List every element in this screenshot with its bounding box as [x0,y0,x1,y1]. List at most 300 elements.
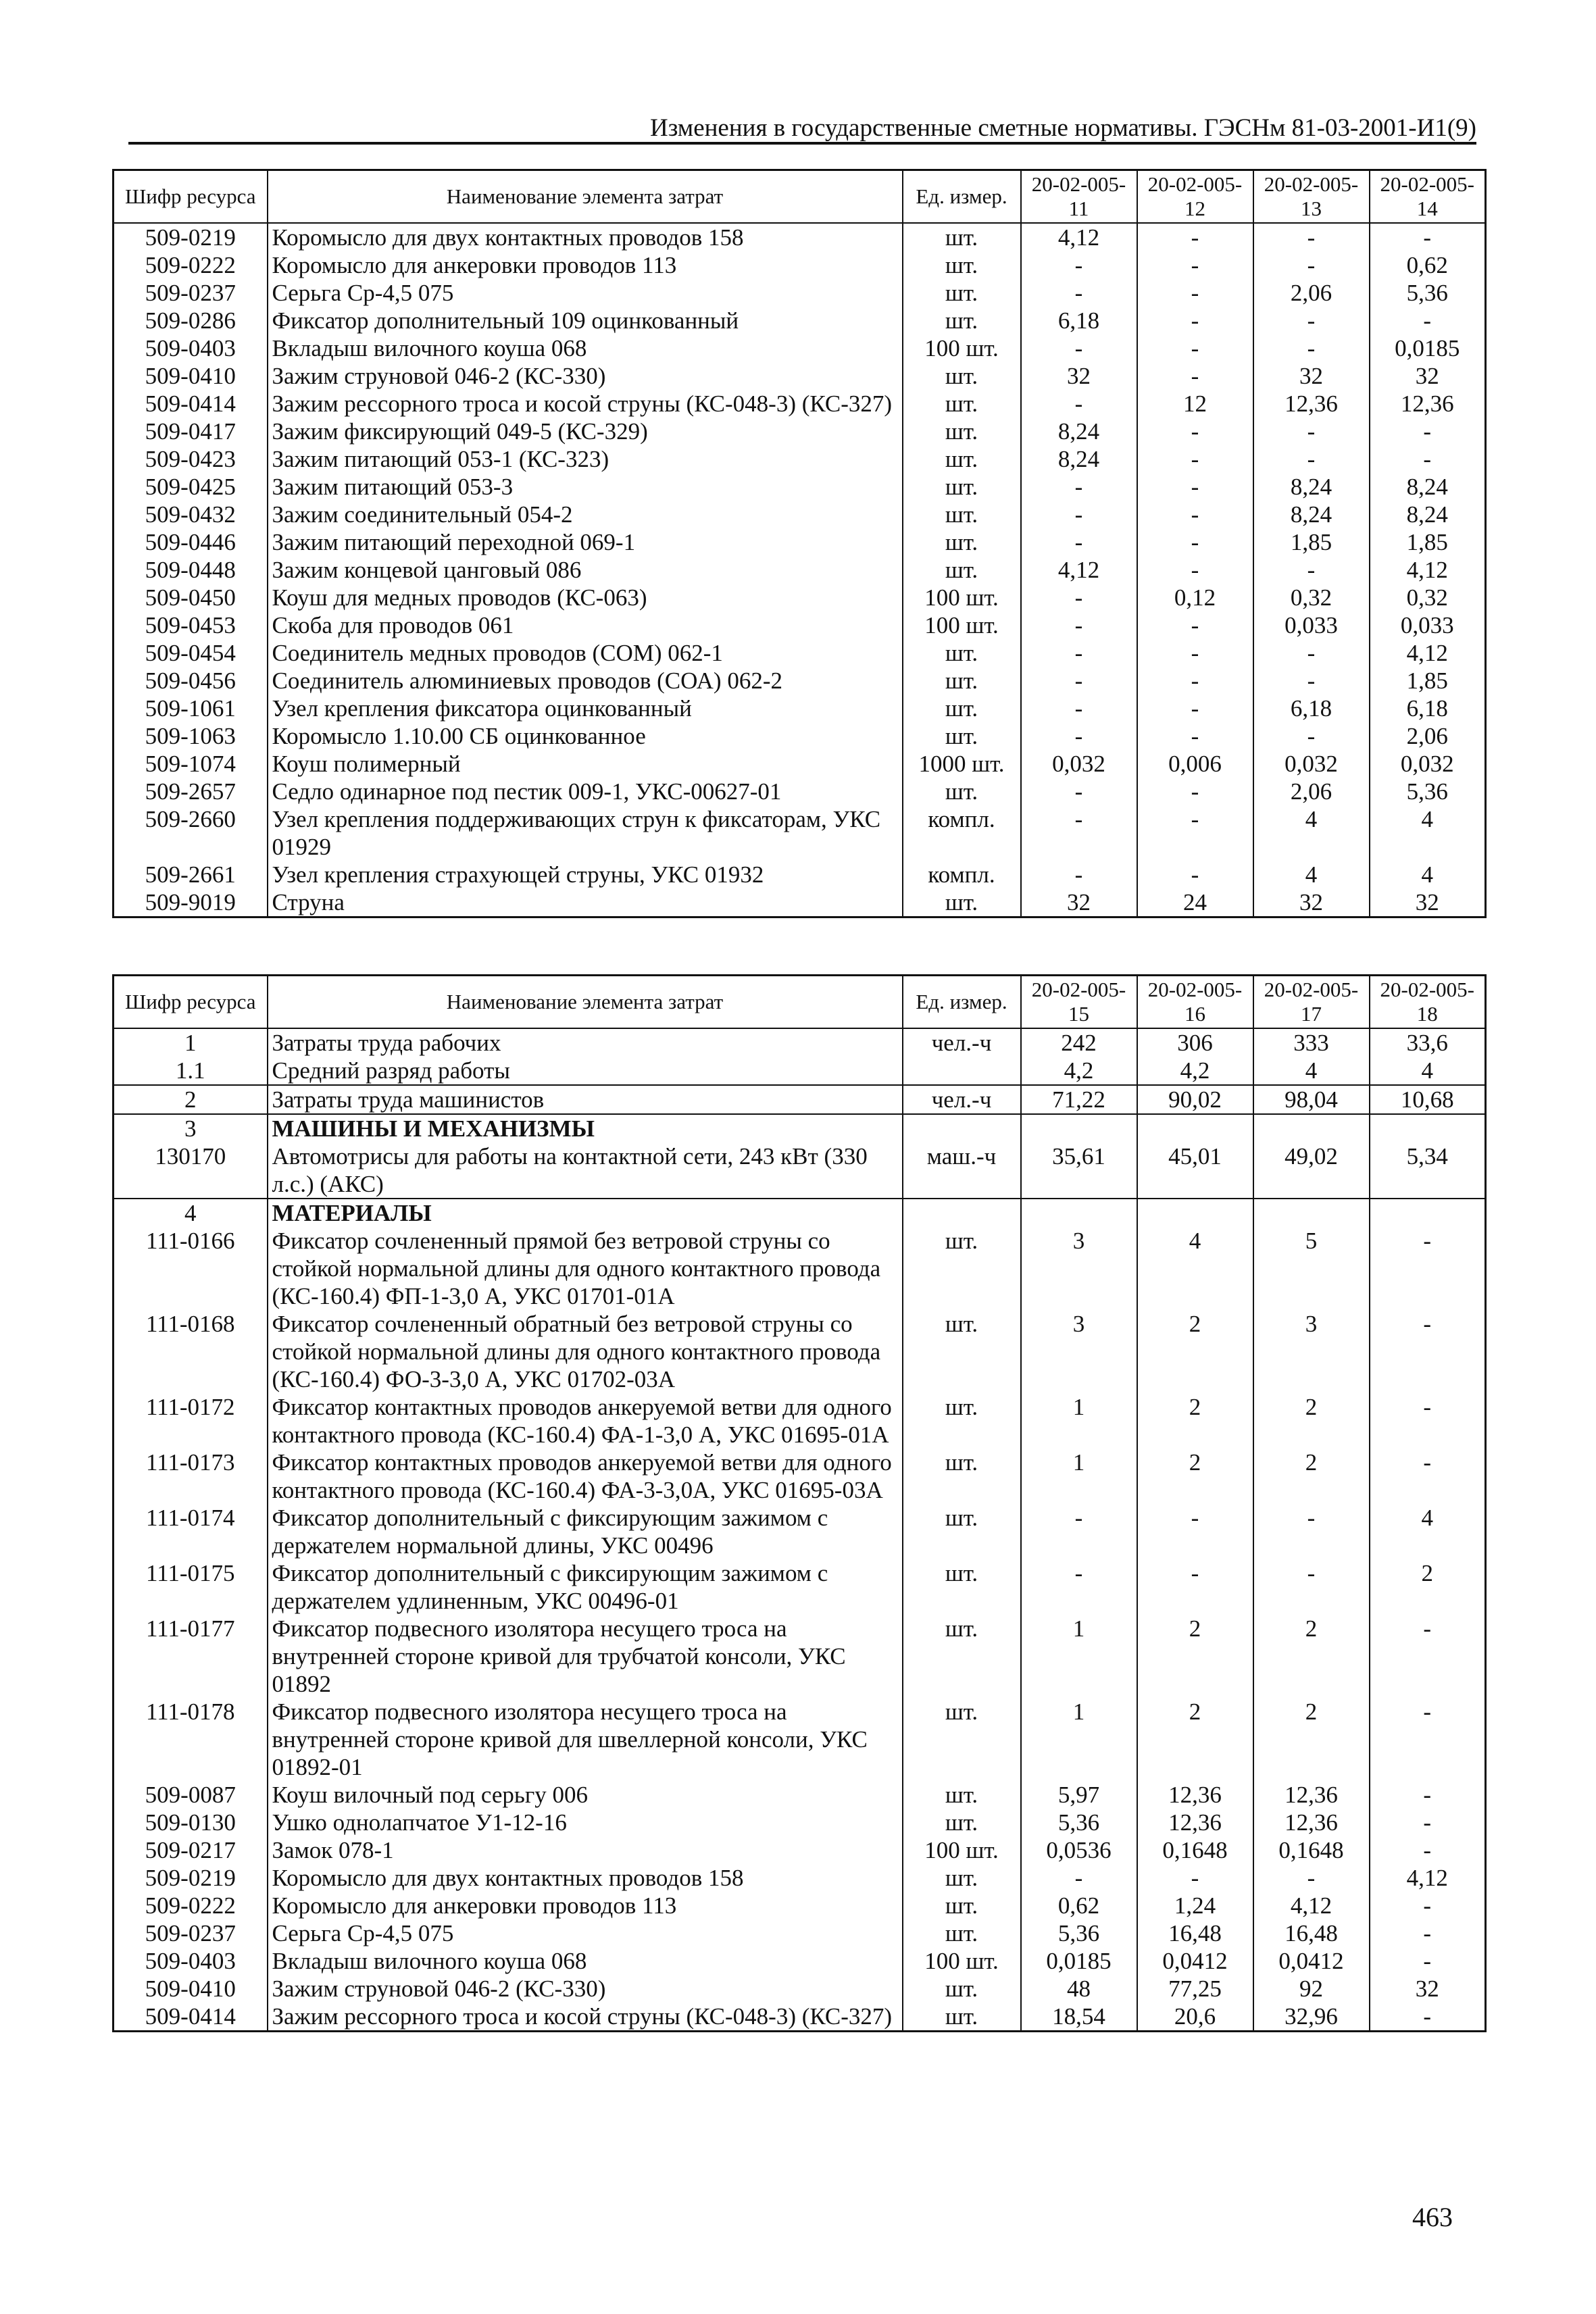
unit-of-measure: чел.-ч [903,1028,1021,1057]
norm-value-1: - [1021,473,1137,501]
norm-value-4: - [1370,1449,1486,1504]
norm-value-3: - [1253,1864,1370,1892]
cost-element-name: МАТЕРИАЛЫ [268,1199,903,1227]
norm-value-3: 0,1648 [1253,1836,1370,1864]
norm-value-4: 32 [1370,362,1486,390]
cost-element-name: Узел крепления фиксатора оцинкованный [268,695,903,722]
unit-of-measure: шт. [903,667,1021,695]
norm-value-3: - [1253,1559,1370,1615]
cost-element-name: Соединитель медных проводов (СОМ) 062-1 [268,639,903,667]
norm-value-4: 4 [1370,1057,1486,1085]
norm-value-4: 4 [1370,861,1486,888]
norm-value-4: - [1370,223,1486,251]
norm-value-2: 24 [1137,888,1253,917]
unit-of-measure: шт. [903,1615,1021,1698]
norm-value-4: 4,12 [1370,1864,1486,1892]
table-row [114,1057,1486,1085]
table-row [114,1504,1486,1559]
table-row [114,778,1486,805]
norm-value-2: 16,48 [1137,1919,1253,1947]
table-row [114,501,1486,528]
unit-of-measure: шт. [903,501,1021,528]
unit-of-measure: шт. [903,473,1021,501]
norm-value-2: 2 [1137,1449,1253,1504]
norm-value-4: - [1370,1947,1486,1975]
resource-code: 509-0130 [114,1809,268,1836]
table-row [114,1698,1486,1781]
norm-value-3: 2 [1253,1615,1370,1698]
norm-value-4: 1,85 [1370,667,1486,695]
norm-value-4: - [1370,445,1486,473]
column-header-c4: 20-02-005-14 [1370,170,1486,224]
norm-value-4: 4,12 [1370,639,1486,667]
resource-code: 509-0410 [114,1975,268,2003]
unit-of-measure: 100 шт. [903,1947,1021,1975]
norm-value-2: - [1137,528,1253,556]
resource-code: 509-0432 [114,501,268,528]
resource-code: 130170 [114,1142,268,1199]
column-header-c2: 20-02-005-16 [1137,976,1253,1029]
norm-value-3: 3 [1253,1310,1370,1393]
norm-value-1: 5,36 [1021,1809,1137,1836]
norm-value-4 [1370,1199,1486,1227]
unit-of-measure: шт. [903,390,1021,418]
norm-value-2: - [1137,805,1253,861]
norm-value-4: - [1370,1227,1486,1310]
unit-of-measure: 100 шт. [903,1836,1021,1864]
cost-element-name: Ушко однолапчатое У1-12-16 [268,1809,903,1836]
resource-code: 509-2660 [114,805,268,861]
resource-code: 509-0286 [114,307,268,334]
norm-value-1: 35,61 [1021,1142,1137,1199]
cost-element-name: Фиксатор контактных проводов анкеруемой ветви для одного контактного провода (КС-160.4) ФА-3-3,0А, УКС 01695-03А [268,1449,903,1504]
norm-value-1: 3 [1021,1227,1137,1310]
resource-code: 509-0450 [114,584,268,611]
resource-code: 509-0219 [114,1864,268,1892]
column-header-c3: 20-02-005-17 [1253,976,1370,1029]
norm-value-2: - [1137,861,1253,888]
norm-value-3: 4 [1253,861,1370,888]
table-row [114,556,1486,584]
resource-code: 509-0417 [114,418,268,445]
resource-code: 509-0219 [114,223,268,251]
norm-value-4 [1370,1114,1486,1142]
cost-element-name: Зажим концевой цанговый 086 [268,556,903,584]
unit-of-measure: шт. [903,445,1021,473]
cost-element-name: Фиксатор сочлененный прямой без ветровой струны со стойкой нормальной длины для одного контактного провода (КС-160.4) ФП-1-3,0 А, УКС 01701-01А [268,1227,903,1310]
norm-value-1: - [1021,861,1137,888]
unit-of-measure: шт. [903,695,1021,722]
norm-value-4: - [1370,418,1486,445]
norm-value-2: - [1137,334,1253,362]
norm-value-4: 12,36 [1370,390,1486,418]
norm-value-3: - [1253,722,1370,750]
norm-value-3: - [1253,307,1370,334]
unit-of-measure: шт. [903,556,1021,584]
norm-value-1: - [1021,528,1137,556]
resource-code: 509-0217 [114,1836,268,1864]
unit-of-measure: шт. [903,778,1021,805]
table-row [114,1227,1486,1310]
table-row [114,1310,1486,1393]
resource-code: 111-0178 [114,1698,268,1781]
resource-code: 509-0222 [114,251,268,279]
norm-value-1: 6,18 [1021,307,1137,334]
norm-value-2: - [1137,501,1253,528]
table-row [114,611,1486,639]
norm-value-1: - [1021,251,1137,279]
norm-value-3: 0,32 [1253,584,1370,611]
norm-value-4: - [1370,1615,1486,1698]
table-row [114,279,1486,307]
norm-value-3: 2 [1253,1449,1370,1504]
norm-value-2: - [1137,223,1253,251]
norm-value-3: 2,06 [1253,778,1370,805]
norm-value-3: 32,96 [1253,2003,1370,2032]
table-row [114,473,1486,501]
cost-element-name: Замок 078-1 [268,1836,903,1864]
norm-value-4: - [1370,1892,1486,1919]
norm-value-3: 0,033 [1253,611,1370,639]
column-header-c4: 20-02-005-18 [1370,976,1486,1029]
norm-value-1: 4,12 [1021,223,1137,251]
resource-code: 509-2657 [114,778,268,805]
table-row [114,1809,1486,1836]
norm-value-4: - [1370,307,1486,334]
header-divider [128,142,1476,145]
resource-code: 509-0414 [114,390,268,418]
norm-value-4: 33,6 [1370,1028,1486,1057]
norm-value-3: - [1253,639,1370,667]
norm-value-3: 92 [1253,1975,1370,2003]
norm-value-1: 1 [1021,1449,1137,1504]
table-row [114,307,1486,334]
cost-element-name: Вкладыш вилочного коуша 068 [268,1947,903,1975]
resource-code: 111-0172 [114,1393,268,1449]
norm-value-1: - [1021,611,1137,639]
norm-value-2: 90,02 [1137,1085,1253,1114]
norm-value-1: - [1021,390,1137,418]
norm-value-2: - [1137,695,1253,722]
table-body [114,1028,1486,2032]
norm-value-2: - [1137,722,1253,750]
column-header-unit: Ед. измер. [903,170,1021,224]
norm-value-3: 12,36 [1253,1781,1370,1809]
resource-code: 509-0403 [114,1947,268,1975]
norm-value-3: 8,24 [1253,473,1370,501]
unit-of-measure: шт. [903,1864,1021,1892]
table-row [114,1615,1486,1698]
norm-value-2: 2 [1137,1310,1253,1393]
table-row [114,223,1486,251]
cost-element-name: Автомотрисы для работы на контактной сети, 243 кВт (330 л.с.) (АКС) [268,1142,903,1199]
resource-code: 1 [114,1028,268,1057]
cost-element-name: Фиксатор подвесного изолятора несущего троса на внутренней стороне кривой для трубчатой консоли, УКС 01892 [268,1615,903,1698]
norm-value-1: 5,36 [1021,1919,1137,1947]
norm-value-4: - [1370,1393,1486,1449]
norm-value-1: 32 [1021,362,1137,390]
cost-element-name: Фиксатор дополнительный с фиксирующим зажимом с держателем удлиненным, УКС 00496-01 [268,1559,903,1615]
norm-value-1: - [1021,334,1137,362]
norm-value-3: 16,48 [1253,1919,1370,1947]
resource-code: 111-0173 [114,1449,268,1504]
norm-value-4: 8,24 [1370,501,1486,528]
column-header-c2: 20-02-005-12 [1137,170,1253,224]
resource-code: 509-0087 [114,1781,268,1809]
norm-value-2: - [1137,307,1253,334]
table-row [114,1449,1486,1504]
resource-code: 509-0237 [114,1919,268,1947]
table-header-row [114,976,1486,1029]
norm-value-3: - [1253,667,1370,695]
resource-code: 509-0414 [114,2003,268,2032]
norm-value-1: - [1021,778,1137,805]
norm-value-1: 8,24 [1021,445,1137,473]
cost-element-name: Зажим питающий 053-3 [268,473,903,501]
table-row [114,750,1486,778]
norm-value-3: 12,36 [1253,1809,1370,1836]
norm-value-2: 306 [1137,1028,1253,1057]
norm-value-1: 8,24 [1021,418,1137,445]
norm-value-2: 2 [1137,1393,1253,1449]
column-header-code: Шифр ресурса [114,976,268,1029]
norm-value-3: 98,04 [1253,1085,1370,1114]
cost-element-name: Коромысло для двух контактных проводов 158 [268,223,903,251]
norm-value-4: 8,24 [1370,473,1486,501]
norm-value-3: - [1253,251,1370,279]
norm-value-1 [1021,1199,1137,1227]
unit-of-measure: шт. [903,2003,1021,2032]
cost-table-2 [112,974,1487,2032]
norm-value-4: 0,62 [1370,251,1486,279]
unit-of-measure: шт. [903,1975,1021,2003]
norm-value-3: - [1253,418,1370,445]
norm-value-2: 12,36 [1137,1781,1253,1809]
norm-value-3: - [1253,223,1370,251]
table-row [114,1028,1486,1057]
cost-element-name: Средний разряд работы [268,1057,903,1085]
norm-value-3: 2,06 [1253,279,1370,307]
norm-value-3: 4 [1253,805,1370,861]
norm-value-2: 1,24 [1137,1892,1253,1919]
norm-value-3: 49,02 [1253,1142,1370,1199]
table-row [114,1114,1486,1142]
norm-value-4: 32 [1370,888,1486,917]
norm-value-3 [1253,1114,1370,1142]
resource-code: 3 [114,1114,268,1142]
norm-value-2: 20,6 [1137,2003,1253,2032]
table-row [114,362,1486,390]
unit-of-measure: шт. [903,279,1021,307]
norm-value-3: 32 [1253,888,1370,917]
norm-value-4: - [1370,1698,1486,1781]
column-header-c1: 20-02-005-11 [1021,170,1137,224]
norm-value-2: - [1137,556,1253,584]
table-row [114,445,1486,473]
norm-value-4: 2,06 [1370,722,1486,750]
resource-code: 509-0446 [114,528,268,556]
norm-value-4: - [1370,1919,1486,1947]
unit-of-measure: компл. [903,805,1021,861]
resource-code: 111-0177 [114,1615,268,1698]
table-row [114,667,1486,695]
norm-value-3: 6,18 [1253,695,1370,722]
resource-code: 509-0410 [114,362,268,390]
norm-value-3: 12,36 [1253,390,1370,418]
unit-of-measure: шт. [903,223,1021,251]
resource-code: 509-0403 [114,334,268,362]
norm-value-4: 6,18 [1370,695,1486,722]
cost-element-name: Струна [268,888,903,917]
unit-of-measure: шт. [903,1698,1021,1781]
table-row [114,639,1486,667]
norm-value-2 [1137,1199,1253,1227]
resource-code: 2 [114,1085,268,1114]
table-row [114,390,1486,418]
norm-value-1: 1 [1021,1393,1137,1449]
resource-code: 509-0425 [114,473,268,501]
norm-value-1: 242 [1021,1028,1137,1057]
norm-value-1: 48 [1021,1975,1137,2003]
table-row [114,1892,1486,1919]
norm-value-2: 0,006 [1137,750,1253,778]
table-row [114,722,1486,750]
table-row [114,1393,1486,1449]
unit-of-measure: шт. [903,1449,1021,1504]
norm-value-2: - [1137,418,1253,445]
cost-element-name: Зажим питающий 053-1 (КС-323) [268,445,903,473]
resource-code: 509-0423 [114,445,268,473]
norm-value-1: 1 [1021,1615,1137,1698]
cost-element-name: Серьга Ср-4,5 075 [268,279,903,307]
norm-value-1: 0,62 [1021,1892,1137,1919]
norm-value-4: 0,0185 [1370,334,1486,362]
cost-element-name: Фиксатор дополнительный 109 оцинкованный [268,307,903,334]
norm-value-4: 5,36 [1370,778,1486,805]
norm-value-1: - [1021,1864,1137,1892]
norm-value-3: 4,12 [1253,1892,1370,1919]
cost-element-name: Зажим фиксирующий 049-5 (КС-329) [268,418,903,445]
unit-of-measure [903,1057,1021,1085]
unit-of-measure: шт. [903,1504,1021,1559]
unit-of-measure: шт. [903,1227,1021,1310]
column-header-code: Шифр ресурса [114,170,268,224]
norm-value-2: - [1137,611,1253,639]
norm-value-3: 1,85 [1253,528,1370,556]
norm-value-1: - [1021,1504,1137,1559]
norm-value-2: - [1137,1559,1253,1615]
table-row [114,861,1486,888]
norm-value-2: - [1137,445,1253,473]
cost-table-1 [112,169,1487,918]
cost-element-name: Затраты труда машинистов [268,1085,903,1114]
cost-element-name: Фиксатор подвесного изолятора несущего троса на внутренней стороне кривой для швеллерной консоли, УКС 01892-01 [268,1698,903,1781]
unit-of-measure: маш.-ч [903,1142,1021,1199]
cost-element-name: Узел крепления страхующей струны, УКС 01932 [268,861,903,888]
table-body [114,223,1486,917]
norm-value-1: - [1021,695,1137,722]
norm-value-3: 0,0412 [1253,1947,1370,1975]
norm-value-3: 0,032 [1253,750,1370,778]
resource-code: 509-0453 [114,611,268,639]
norm-value-2: - [1137,251,1253,279]
norm-value-1: - [1021,667,1137,695]
norm-value-3: - [1253,556,1370,584]
unit-of-measure: 1000 шт. [903,750,1021,778]
resource-code: 509-1063 [114,722,268,750]
cost-element-name: Скоба для проводов 061 [268,611,903,639]
resource-code: 509-2661 [114,861,268,888]
norm-value-1: - [1021,805,1137,861]
norm-value-1: - [1021,639,1137,667]
unit-of-measure: шт. [903,307,1021,334]
column-header-c3: 20-02-005-13 [1253,170,1370,224]
norm-value-1: - [1021,584,1137,611]
table-row [114,584,1486,611]
norm-value-4: 0,032 [1370,750,1486,778]
resource-code: 509-0456 [114,667,268,695]
norm-value-1: 0,0185 [1021,1947,1137,1975]
resource-code: 111-0174 [114,1504,268,1559]
cost-element-name: Зажим струновой 046-2 (КС-330) [268,1975,903,2003]
norm-value-1: 71,22 [1021,1085,1137,1114]
cost-element-name: Коромысло для анкеровки проводов 113 [268,251,903,279]
norm-value-4: - [1370,1781,1486,1809]
table-row [114,695,1486,722]
norm-value-4: 4 [1370,1504,1486,1559]
norm-value-1: 5,97 [1021,1781,1137,1809]
unit-of-measure: шт. [903,888,1021,917]
cost-element-name: Зажим рессорного троса и косой струны (КС-048-3) (КС-327) [268,2003,903,2032]
table-row [114,1142,1486,1199]
table-row [114,2003,1486,2032]
cost-element-name: Затраты труда рабочих [268,1028,903,1057]
norm-value-3: - [1253,1504,1370,1559]
cost-element-name: Седло одинарное под пестик 009-1, УКС-00627-01 [268,778,903,805]
table-row [114,1836,1486,1864]
unit-of-measure: 100 шт. [903,334,1021,362]
norm-value-3: 5 [1253,1227,1370,1310]
norm-value-4: - [1370,1836,1486,1864]
norm-value-1: 4,2 [1021,1057,1137,1085]
table-row [114,528,1486,556]
page-header-title: Изменения в государственные сметные нормативы. ГЭСНм 81-03-2001-И1(9) [649,114,1476,142]
norm-value-3: 32 [1253,362,1370,390]
norm-value-3: 333 [1253,1028,1370,1057]
resource-code: 4 [114,1199,268,1227]
resource-code: 111-0175 [114,1559,268,1615]
unit-of-measure [903,1199,1021,1227]
cost-element-name: Вкладыш вилочного коуша 068 [268,334,903,362]
norm-value-1: 0,0536 [1021,1836,1137,1864]
norm-value-1: - [1021,722,1137,750]
unit-of-measure: шт. [903,1809,1021,1836]
unit-of-measure: шт. [903,528,1021,556]
resource-code: 509-1061 [114,695,268,722]
norm-value-1: - [1021,279,1137,307]
resource-code: 509-1074 [114,750,268,778]
unit-of-measure: шт. [903,418,1021,445]
norm-value-2: - [1137,639,1253,667]
norm-value-2: - [1137,778,1253,805]
table-row [114,1919,1486,1947]
norm-value-4: 4 [1370,805,1486,861]
norm-value-4: 0,32 [1370,584,1486,611]
cost-element-name: Зажим рессорного троса и косой струны (КС-048-3) (КС-327) [268,390,903,418]
table-row [114,1781,1486,1809]
norm-value-2: 0,12 [1137,584,1253,611]
norm-value-4: 0,033 [1370,611,1486,639]
